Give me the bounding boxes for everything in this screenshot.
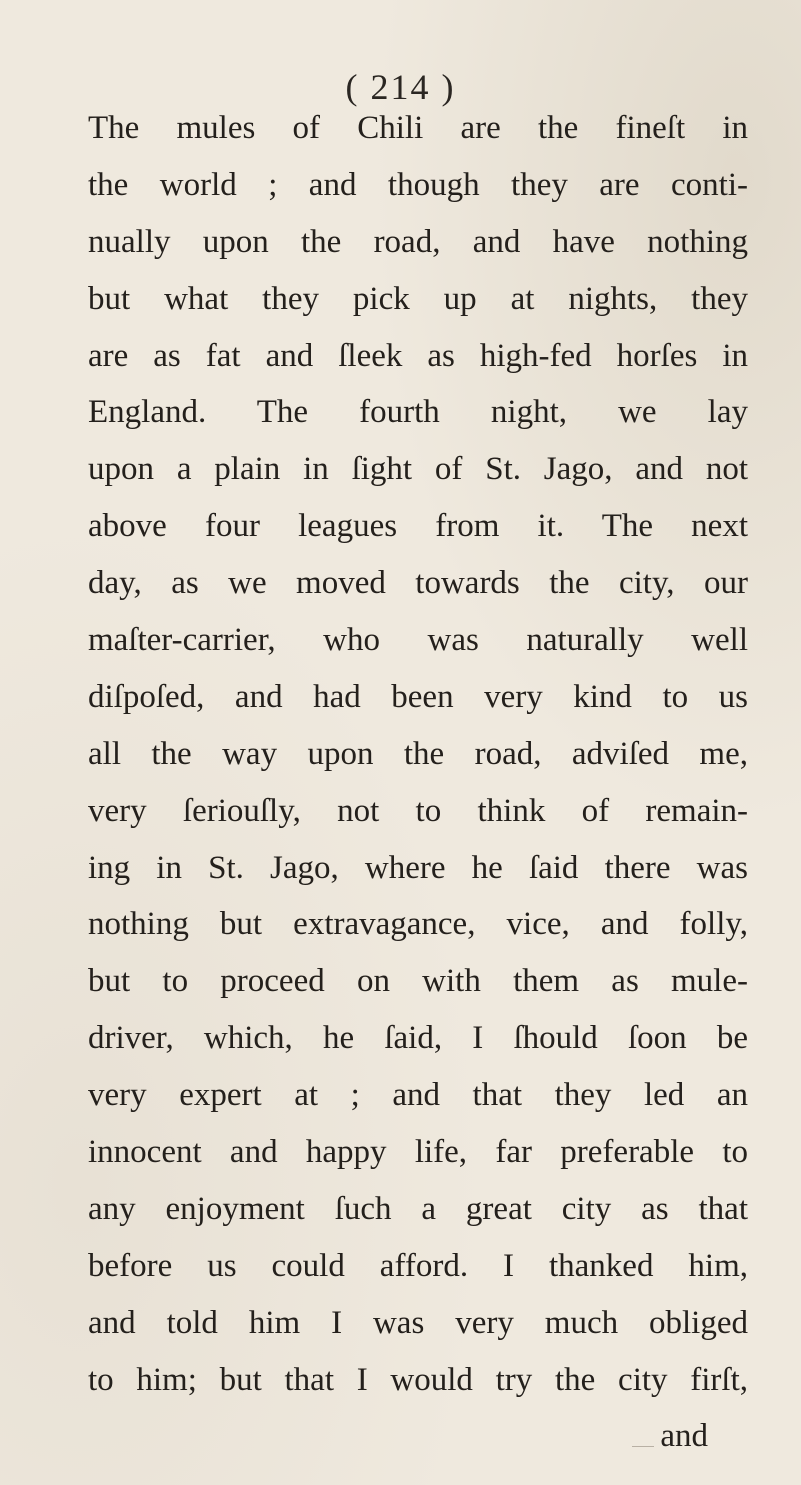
catchword: and [660, 1418, 708, 1455]
text-line: any enjoyment ſuch a great city as that [88, 1190, 748, 1227]
text-line: innocent and happy life, far preferable to [88, 1134, 748, 1171]
text-line: all the way upon the road, adviſed me, [88, 735, 748, 772]
text-line: to him; but that I would try the city firſt, [88, 1361, 748, 1398]
text-line: day, as we moved towards the city, our [88, 565, 748, 602]
text-line: maſter-carrier, who was naturally well [88, 622, 748, 659]
text-line: but to proceed on with them as mule- [88, 963, 748, 1000]
page-number: ( 214 ) [345, 67, 456, 107]
text-line: above four leagues from it. The next [88, 508, 748, 545]
text-line: before us could afford. I thanked him, [88, 1247, 748, 1284]
text-line: driver, which, he ſaid, I ſhould ſoon be [88, 1020, 748, 1057]
page-mark [632, 1446, 654, 1447]
text-line: nually upon the road, and have nothing [88, 223, 748, 260]
text-line: very expert at ; and that they led an [88, 1077, 748, 1114]
text-line: diſpoſed, and had been very kind to us [88, 678, 748, 715]
text-line: but what they pick up at nights, they [88, 280, 748, 317]
text-line: ing in St. Jago, where he ſaid there was [88, 849, 748, 886]
text-line: nothing but extravagance, vice, and folly, [88, 906, 748, 943]
body-text [88, 100, 748, 1465]
text-line: and told him I was very much obliged [88, 1304, 748, 1341]
text-line: upon a plain in ſight of St. Jago, and not [88, 451, 748, 488]
text-line: the world ; and though they are conti- [88, 166, 748, 203]
text-line: are as fat and ſleek as high-fed horſes in [88, 337, 748, 374]
text-line: England. The fourth night, we lay [88, 394, 748, 431]
text-line: The mules of Chili are the fineſt in [88, 110, 748, 146]
text-line: very ſeriouſly, not to think of remain- [88, 792, 748, 829]
